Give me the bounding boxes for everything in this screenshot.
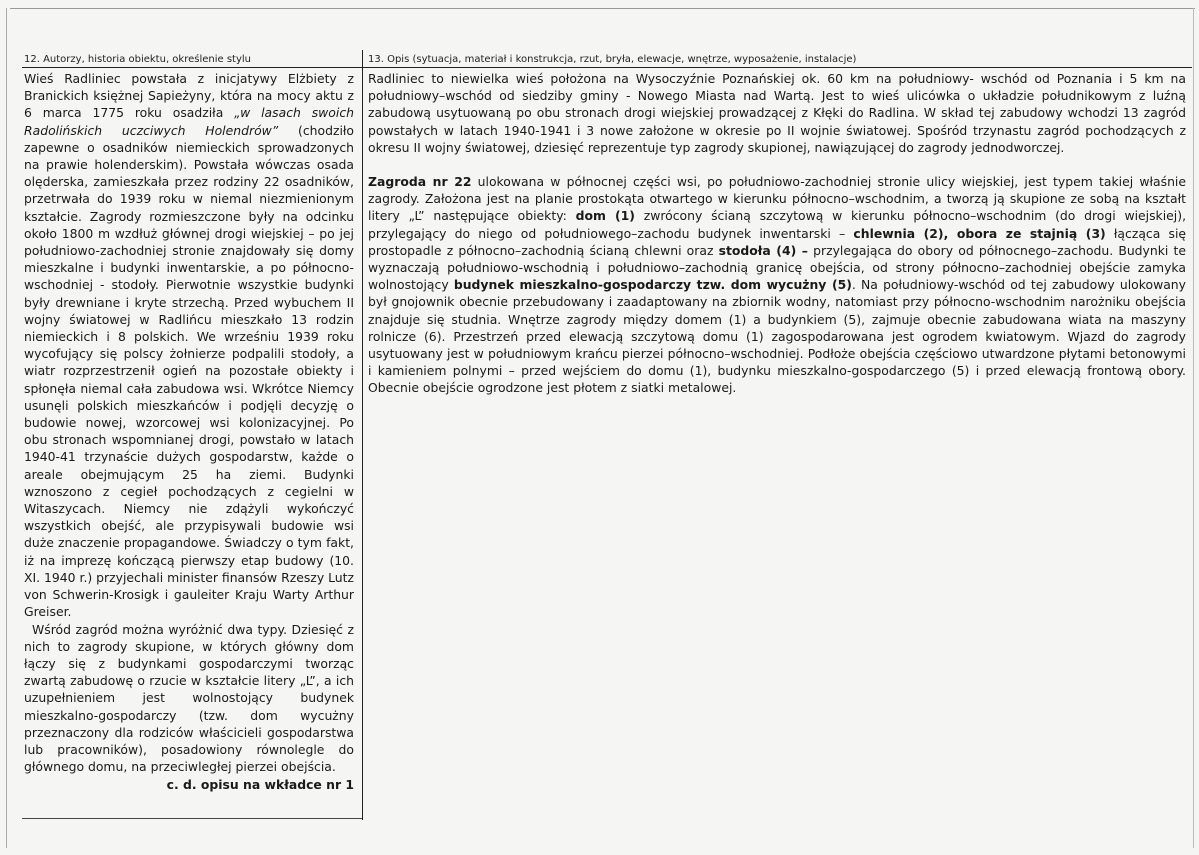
history-paragraph-1 [24, 70, 354, 621]
page-top-border [10, 8, 1195, 9]
page-right-border [1193, 8, 1194, 848]
desc-text-3: łącząca się prostopadle z północno–zachodnią ścianą chlewni oraz [368, 225, 1187, 258]
description-column [368, 70, 1186, 397]
house-label: dom (1) [575, 208, 635, 224]
description-paragraph-2 [368, 173, 1186, 397]
desc-text-1: ulokowana w północnej części wsi, po południowo-zachodniej stronie ulicy wiejskiej, jest typem takiej właśnie zagrody. Założona jest na planie prostokąta otwartego w kierunku północno–wschodnim, a tworzą ją skupione ze sobą na kształt litery „L” następujące obiekty: [368, 174, 1186, 224]
history-paragraph-2: Wśród zagród można wyróżnić dwa typy. Dziesięć z nich to zagrody skupione, w których główny dom łączy się z budynkami gospodarczymi tworząc zwartą zabudowę o rzucie w kształcie litery „L”, a ich uzupełnieniem jest wolnostojący budynek mieszkalno-gospodarczy (tzw. dom wycużny przeznaczony dla rodziców właścicieli gospodarstwa lub pracowników), posadowiony równolegle do głównego domu, na przeciwległej pierzei obejścia. [24, 621, 354, 775]
continuation-note: c. d. opisu na wkładce nr 1 [166, 777, 354, 793]
dower-house-label: budynek mieszkalno-gospodarczy tzw. dom wycużny (5) [453, 277, 852, 293]
farmstead-title: Zagroda nr 22 [368, 174, 472, 190]
piggery-label: chlewnia (2), obora ze stajnią (3) [853, 225, 1106, 241]
desc-text-2: zwrócony ścianą szczytową w kierunku północno–wschodnim (do drogi wiejskiej), przylegający do niego od południowego–zachodu budynek inwentarski – [368, 208, 1187, 241]
desc-text-5: . Na południowy-wschód od tej zabudowy ulokowany był gnojownik obecnie przebudowany i zaadaptowany na zbiornik wodny, natomiast przy północno-wschodnim narożniku obejścia znajduje się studnia. Wnętrze zagrody między domem (1) a budynkiem (5), zajmuje obecnie zabudowana wiata na maszyny rolnicze (6). Przestrzeń przed elewacją szczytową domu (1) zagospodarowana jest ogrodem kwiatowym. Wjazd do zagrody usytuowany jest w południowym krańcu pierzei północno–wschodniej. Podłoże obejścia częściowo utwardzone płytami betonowymi i kamieniem polnymi – przed wejściem do domu (1), budynku mieszkalno-gospodarczego (5) i przed elewacją frontową obory. Obecnie obejście ogrodzone jest płotem z siatki metalowej. [368, 277, 1186, 396]
section-12-header: 12. Autorzy, historia obiektu, określenie stylu [24, 54, 252, 65]
history-text-a: Wieś Radliniec powstała z inicjatywy Elżbiety z Branickich księżnej Sapieżyny, która na mocy aktu z 6 marca 1775 roku osadziła [24, 71, 354, 121]
left-column-bottom-rule [22, 818, 362, 819]
history-column [24, 70, 354, 794]
description-paragraph-1: Radliniec to niewielka wieś położona na Wysoczyźnie Poznańskiej ok. 60 km na południowy- wschód od Poznania i 5 km na południowy–wschód od siedziby gminy - Nowego Miasta nad Wartą. Jest to wieś ulicówka o układzie południkowym z luźną zabudową usytuowaną po obu stronach drogi wiejskiej prowadzącej z Kłęki do Radlina. W skład tej zabudowy wchodzi 13 zagród powstałych w latach 1940-1941 i 3 nowe założone w okresie po II wojnie światowej. Spośród trzynastu zagród pochodzących z okresu II wojny światowej, dziesięć reprezentuje typ zagrody skupionej, nawiązującej do zagrody jednodworczej. [368, 71, 1186, 155]
history-quote: „w lasach swoich Radolińskich uczciwych Holendrów” [24, 105, 354, 138]
barn-label: stodoła (4) – [718, 242, 808, 258]
section-13-header: 13. Opis (sytuacja, materiał i konstrukcja, rzut, bryła, elewacje, wnętrze, wyposażenie, instalacje) [368, 54, 857, 65]
history-text-b: (chodziło zapewne o osadników niemieckich sprowadzonych na prawie holenderskim). Powstała wówczas osada olęderska, zamieszkała przez rodziny 22 osadników, przetrwała do 1939 roku w niemal niezmienionym kształcie. Zagrody rozmieszczone były na odcinku około 1800 m wzdłuż głównej drogi wiejskiej – po jej południowo-zachodniej stronie znajdowały się domy mieszkalne i budynki inwentarskie, a po północno-wschodniej - stodoły. Pierwotnie wszystkie budynki były drewniane i kryte strzechą. Przed wybuchem II wojny światowej w Radlińcu mieszkało 13 rodzin niemieckich i 8 polskich. We wrześniu 1939 roku wycofujący się polscy żołnierze podpalili stodoły, a wiatr rozprzestrzenił ogień na pozostałe obiekty i spłonęła niemal cała zabudowa wsi. Wkrótce Niemcy usunęli polskich mieszkańców i podjęli decyzję o budowie nowej, wzorcowej wsi kolonizacyjnej. Po obu stronach wspomnianej drogi, powstało w latach 1940-41 trzynaście dużych gospodarstw, każde o areale obejmującym 25 ha ziemi. Budynki wznoszono z cegieł pochodzących z cegielni w Witaszycach. Niemcy nie zdążyli wykończyć wszystkich obejść, ale przypisywali budowie wsi duże znaczenie propagandowe. Świadczy o tym fakt, iż na imprezę kończącą pierwszy etap budowy (10. XI. 1940 r.) przyjechali minister finansów Rzeszy Lutz von Schwerin-Krosigk i gauleiter Kraju Warty Arthur Greiser. [24, 122, 355, 620]
header-rule [22, 67, 1192, 68]
desc-text-4: przylegająca do obory od północnego–zachodu. Budynki te wyznaczają południowo-wschodnią i południowo–zachodnią granicę obejścia, od strony północno–zachodniej obejście zamyka wolnostojący [368, 242, 1186, 293]
page-left-border [6, 8, 7, 848]
column-divider [362, 50, 363, 820]
